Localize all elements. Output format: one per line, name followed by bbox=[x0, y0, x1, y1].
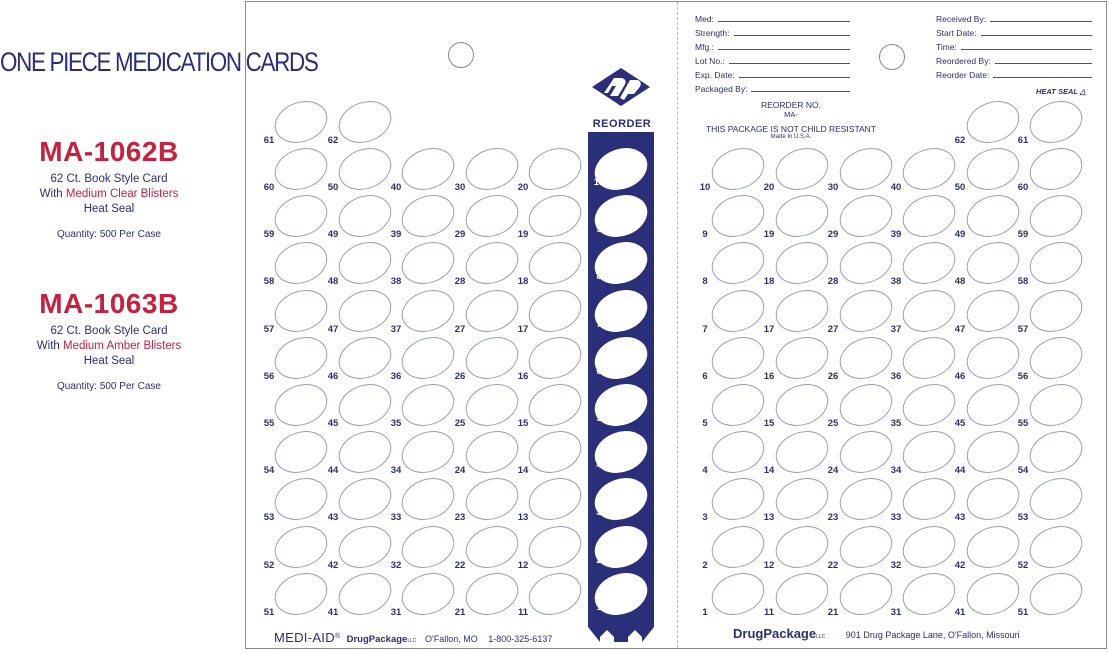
blister-number: 26 bbox=[454, 370, 466, 382]
form-field-label: Reordered By: bbox=[936, 56, 991, 66]
blister-number: 46 bbox=[327, 370, 339, 382]
blister-number: 24 bbox=[454, 465, 466, 477]
blister-number: 27 bbox=[827, 323, 839, 335]
blister-number: 25 bbox=[454, 418, 466, 429]
blister-number: 47 bbox=[327, 323, 339, 335]
blister-number: 14 bbox=[763, 465, 775, 477]
blister-number: 43 bbox=[954, 512, 966, 524]
reorder-number: 3 bbox=[596, 507, 602, 519]
blister-number: 2 bbox=[702, 559, 708, 571]
blister-number: 45 bbox=[327, 418, 339, 429]
form-field[interactable] bbox=[695, 69, 850, 80]
blister-number: 44 bbox=[954, 465, 966, 477]
blister-number: 27 bbox=[454, 323, 466, 335]
company-address: 901 Drug Package Lane, O'Fallon, Missouri bbox=[845, 630, 1020, 640]
blister-number: 39 bbox=[890, 229, 902, 241]
blister-number: 12 bbox=[517, 559, 529, 571]
blister-number: 42 bbox=[327, 559, 339, 571]
blister-number: 30 bbox=[454, 182, 466, 193]
blister-number: 17 bbox=[763, 323, 775, 335]
medi-aid-brand: MEDI-AID bbox=[274, 630, 335, 645]
blister-number: 14 bbox=[517, 465, 529, 477]
form-field-line[interactable] bbox=[729, 55, 850, 64]
blister-number: 36 bbox=[390, 370, 402, 382]
reorder-number: 6 bbox=[596, 365, 602, 377]
heat-seal-text: HEAT SEAL bbox=[1036, 87, 1078, 96]
blister-number: 55 bbox=[1017, 418, 1029, 429]
form-field-line[interactable] bbox=[739, 69, 850, 78]
reorder-number: 2 bbox=[596, 554, 602, 566]
blister-number: 34 bbox=[390, 465, 402, 477]
blister-number: 40 bbox=[890, 182, 902, 193]
blister-number: 56 bbox=[263, 370, 275, 382]
form-field-label: Packaged By: bbox=[695, 84, 748, 94]
blister-number: 32 bbox=[890, 559, 902, 571]
form-field-line[interactable] bbox=[961, 41, 1092, 50]
medication-card bbox=[245, 1, 1107, 649]
blister-number: 3 bbox=[702, 512, 708, 524]
blister-number: 36 bbox=[890, 370, 902, 382]
drugpackage-logo-icon bbox=[590, 66, 652, 108]
blister-number: 21 bbox=[454, 606, 466, 618]
blister-number: 22 bbox=[827, 559, 839, 571]
blister-number: 16 bbox=[517, 370, 529, 382]
form-field[interactable] bbox=[936, 55, 1092, 66]
blister-number: 53 bbox=[1017, 512, 1029, 524]
company-name: DrugPackage bbox=[346, 634, 408, 645]
blister-type: Medium Clear Blisters bbox=[65, 188, 179, 200]
form-field-line[interactable] bbox=[993, 69, 1092, 78]
blister-number: 61 bbox=[1017, 134, 1029, 146]
blister-number: 12 bbox=[763, 559, 775, 571]
blister-number: 39 bbox=[390, 229, 402, 241]
form-field[interactable] bbox=[936, 41, 1092, 52]
blister-number: 18 bbox=[517, 276, 529, 288]
product-ma-1062b bbox=[0, 136, 218, 240]
form-field[interactable] bbox=[695, 27, 850, 38]
form-field-line[interactable] bbox=[981, 27, 1092, 36]
form-field-line[interactable] bbox=[751, 83, 850, 92]
blister-number: 59 bbox=[1017, 229, 1029, 241]
form-field-label: Start Date: bbox=[936, 28, 977, 38]
company-llc: LLC bbox=[816, 634, 826, 640]
blister-number: 62 bbox=[954, 134, 966, 146]
product-code: MA-1062B bbox=[39, 136, 179, 167]
blister-number: 33 bbox=[390, 512, 402, 524]
blister-number: 28 bbox=[454, 276, 466, 288]
blister-number: 13 bbox=[763, 512, 775, 524]
blister-number: 51 bbox=[263, 606, 275, 618]
blister-number: 38 bbox=[390, 276, 402, 288]
blister-number: 16 bbox=[763, 370, 775, 382]
blister-number: 17 bbox=[517, 323, 529, 335]
blister-number: 31 bbox=[390, 606, 402, 618]
blister-number: 21 bbox=[827, 606, 839, 618]
blister-number: 46 bbox=[954, 370, 966, 382]
reorder-number: 9 bbox=[596, 224, 602, 236]
blister-number: 51 bbox=[1017, 606, 1029, 618]
fold-line bbox=[677, 2, 678, 648]
product-ma-1063b bbox=[0, 288, 218, 392]
product-quantity: Quantity: 500 Per Case bbox=[57, 381, 161, 392]
blister-number: 32 bbox=[390, 559, 402, 571]
form-field[interactable] bbox=[936, 69, 1092, 80]
blister-number: 48 bbox=[954, 276, 966, 288]
blister-number: 62 bbox=[327, 134, 339, 146]
form-field[interactable] bbox=[695, 83, 850, 94]
product-seal: Heat Seal bbox=[83, 203, 135, 215]
blister-number: 52 bbox=[263, 559, 275, 571]
blister-number: 20 bbox=[517, 182, 529, 193]
form-field-label: Mfg.: bbox=[695, 42, 714, 52]
form-field-line[interactable] bbox=[718, 41, 850, 50]
blister-number: 4 bbox=[702, 465, 708, 477]
blister-number: 42 bbox=[954, 559, 966, 571]
blister-number: 11 bbox=[517, 606, 529, 618]
blister-number: 43 bbox=[327, 512, 339, 524]
blister-type: Medium Amber Blisters bbox=[62, 340, 182, 352]
blister-number: 22 bbox=[454, 559, 466, 571]
blister-number: 57 bbox=[1017, 323, 1029, 335]
form-field-line[interactable] bbox=[995, 55, 1092, 64]
form-field-line[interactable] bbox=[990, 13, 1092, 22]
blister-number: 30 bbox=[827, 182, 839, 193]
blister-number: 28 bbox=[827, 276, 839, 288]
reorder-number: 8 bbox=[596, 271, 602, 283]
footer-right bbox=[733, 626, 1020, 641]
blister-number: 50 bbox=[327, 182, 339, 193]
blister-number: 44 bbox=[327, 465, 339, 477]
company-city: O'Fallon, MO bbox=[425, 634, 478, 644]
blister-number: 35 bbox=[390, 418, 402, 429]
form-field-line[interactable] bbox=[718, 13, 850, 22]
blister-number: 24 bbox=[827, 465, 839, 477]
made-in-usa: Made In U.S.A. bbox=[770, 134, 812, 140]
blister-number: 49 bbox=[954, 229, 966, 241]
form-field[interactable] bbox=[695, 41, 850, 52]
flame-icon: △ bbox=[1079, 87, 1086, 96]
blister-number: 37 bbox=[890, 323, 902, 335]
blister-number: 48 bbox=[327, 276, 339, 288]
blister-number: 60 bbox=[263, 182, 275, 193]
reorder-number: 7 bbox=[596, 318, 602, 330]
blister-number: 47 bbox=[954, 323, 966, 335]
blister-number: 54 bbox=[1017, 465, 1029, 477]
blister-number: 15 bbox=[517, 418, 529, 429]
form-field[interactable] bbox=[695, 13, 850, 24]
form-field-label: Time: bbox=[936, 42, 957, 52]
blister-number: 1 bbox=[702, 606, 708, 618]
blister-number: 61 bbox=[263, 134, 275, 146]
blister-number: 60 bbox=[1017, 182, 1029, 193]
blister-number: 34 bbox=[890, 465, 902, 477]
page-title: ONE PIECE MEDICATION CARDS bbox=[0, 47, 318, 77]
hanging-hole-left bbox=[448, 42, 474, 68]
with-prefix: With bbox=[36, 340, 63, 352]
blister-number: 40 bbox=[390, 182, 402, 193]
blister-number: 53 bbox=[263, 512, 275, 524]
blister-number: 57 bbox=[263, 323, 275, 335]
blister-number: 19 bbox=[517, 229, 529, 241]
blister-number: 20 bbox=[763, 182, 775, 193]
reorder-number: 5 bbox=[596, 413, 602, 424]
hanging-hole-right bbox=[879, 44, 905, 70]
heat-seal-mark bbox=[1036, 87, 1086, 96]
blister-number: 50 bbox=[954, 182, 966, 193]
blister-number: 59 bbox=[263, 229, 275, 241]
blister-number: 6 bbox=[702, 370, 708, 382]
form-field-label: Received By: bbox=[936, 14, 987, 24]
form-field[interactable] bbox=[936, 27, 1092, 38]
blister-number: 23 bbox=[827, 512, 839, 524]
form-field-label: Strength: bbox=[695, 28, 730, 38]
company-name: DrugPackage bbox=[733, 626, 817, 641]
blister-number: 58 bbox=[263, 276, 275, 288]
product-description: 62 Ct. Book Style Card bbox=[50, 325, 168, 337]
with-prefix: With bbox=[39, 188, 66, 200]
product-blister-line bbox=[0, 187, 218, 202]
reorder-number: 10 bbox=[593, 177, 605, 188]
form-field[interactable] bbox=[695, 55, 850, 66]
company-phone: 1-800-325-6137 bbox=[488, 634, 553, 644]
reorder-number: 4 bbox=[596, 460, 602, 472]
blister-number: 29 bbox=[827, 229, 839, 241]
blister-number: 10 bbox=[699, 182, 711, 193]
blister-number: 25 bbox=[827, 418, 839, 429]
reorder-strip-title: REORDER bbox=[592, 118, 652, 130]
reorder-number: 1 bbox=[596, 601, 602, 613]
blister-number: 49 bbox=[327, 229, 339, 241]
blister-number: 41 bbox=[954, 606, 966, 618]
blister-number: 37 bbox=[390, 323, 402, 335]
blister-number: 31 bbox=[890, 606, 902, 618]
form-field-label: Reorder Date: bbox=[936, 70, 990, 80]
blister-number: 45 bbox=[954, 418, 966, 429]
blister-number: 13 bbox=[517, 512, 529, 524]
blister-number: 55 bbox=[263, 418, 275, 429]
blister-number: 15 bbox=[763, 418, 775, 429]
ma-prefix: MA- bbox=[784, 110, 798, 119]
form-field-label: Med: bbox=[695, 14, 714, 24]
blister-number: 52 bbox=[1017, 559, 1029, 571]
blister-number: 29 bbox=[454, 229, 466, 241]
product-code: MA-1063B bbox=[39, 288, 179, 319]
product-quantity: Quantity: 500 Per Case bbox=[57, 229, 161, 240]
reorder-no-label: REORDER NO. bbox=[761, 100, 821, 110]
registered-mark: ® bbox=[334, 633, 341, 640]
blister-number: 9 bbox=[702, 229, 708, 241]
blister-number: 5 bbox=[702, 418, 708, 429]
blister-number: 41 bbox=[327, 606, 339, 618]
blister-number: 7 bbox=[702, 323, 708, 335]
product-blister-line bbox=[0, 339, 218, 354]
blister-number: 19 bbox=[763, 229, 775, 241]
blister-number: 18 bbox=[763, 276, 775, 288]
company-llc: LLC bbox=[407, 638, 417, 644]
blister-number: 26 bbox=[827, 370, 839, 382]
blister-number: 8 bbox=[702, 276, 708, 288]
blister-number: 56 bbox=[1017, 370, 1029, 382]
footer-left bbox=[274, 630, 552, 645]
blister-number: 35 bbox=[890, 418, 902, 429]
blister-number: 11 bbox=[763, 606, 775, 618]
product-description: 62 Ct. Book Style Card bbox=[50, 173, 168, 185]
form-field[interactable] bbox=[936, 13, 1092, 24]
form-field-line[interactable] bbox=[734, 27, 851, 36]
blister-number: 54 bbox=[263, 465, 275, 477]
blister-number: 23 bbox=[454, 512, 466, 524]
form-field-label: Exp. Date: bbox=[695, 70, 735, 80]
form-field-label: Lot No.: bbox=[695, 56, 725, 66]
child-resistance-warning: THIS PACKAGE IS NOT CHILD RESISTANT bbox=[705, 124, 877, 134]
blister-number: 58 bbox=[1017, 276, 1029, 288]
product-seal: Heat Seal bbox=[83, 355, 135, 367]
blister-number: 38 bbox=[890, 276, 902, 288]
blister-number: 33 bbox=[890, 512, 902, 524]
